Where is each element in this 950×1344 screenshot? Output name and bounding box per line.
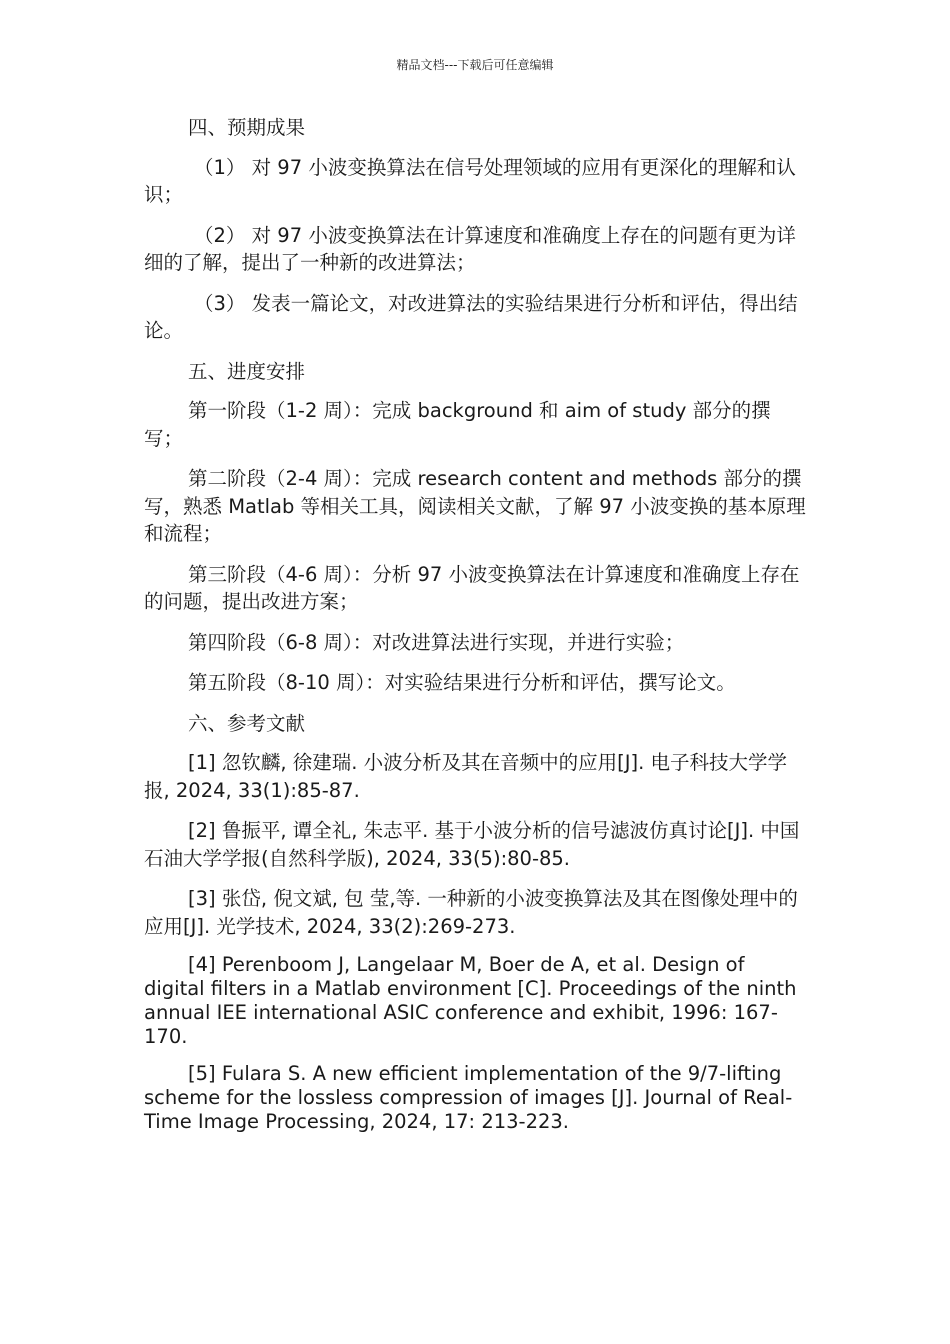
schedule-stage: 第三阶段（4-6 周）：分析 97 小波变换算法在计算速度和准确度上存在的问题，提出改进方案； — [144, 562, 800, 613]
document-body — [144, 114, 809, 1147]
expected-result-item: （3） 发表一篇论文，对改进算法的实验结果进行分析和评估，得出结论。 — [144, 291, 798, 342]
expected-result-item: （2） 对 97 小波变换算法在计算速度和准确度上存在的问题有更为详细的了解，提出了一种新的改进算法； — [144, 223, 796, 274]
section-heading-schedule: 五、进度安排 — [188, 359, 306, 383]
section-heading-references: 六、参考文献 — [188, 711, 306, 735]
schedule-stage: 第五阶段（8-10 周）：对实验结果进行分析和评估，撰写论文。 — [188, 671, 736, 694]
section-heading-expected-results: 四、预期成果 — [188, 116, 306, 139]
page-header: 精品文档---下载后可任意编辑 — [396, 58, 554, 72]
reference-item: [2] 鲁振平, 谭全礼, 朱志平. 基于小波分析的信号滤波仿真讨论[J]. 中国石油大学学报(自然科学版), 2024, 33(5):80-85. — [144, 819, 800, 870]
reference-item: [5] Fulara S. A new efficient implementation of the 9/7-lifting scheme for the lossless compression of images [J]. Journal of Real-Time Image Processing, 2024, 17: 213-223. — [144, 1062, 793, 1133]
reference-item: [1] 忽钦麟, 徐建瑞. 小波分析及其在音频中的应用[J]. 电子科技大学学报, 2024, 33(1):85-87. — [144, 751, 787, 802]
schedule-stage: 第一阶段（1-2 周）：完成 background 和 aim of study 部分的撰写； — [144, 399, 771, 450]
reference-item: [4] Perenboom J, Langelaar M, Boer de A, et al. Design of digital filters in a Matlab environment [C]. Proceedings of the ninth annual IEE international ASIC conference and exhibit, 1996: 167-170. — [144, 953, 797, 1048]
reference-item: [3] 张岱, 倪文斌, 包 莹,等. 一种新的小波变换算法及其在图像处理中的应用[J]. 光学技术, 2024, 33(2):269-273. — [144, 887, 798, 938]
schedule-stage: 第二阶段（2-4 周）：完成 research content and methods 部分的撰写，熟悉 Matlab 等相关工具，阅读相关文献，了解 97 小波变换的基本原理和流程； — [144, 467, 806, 545]
expected-result-item: （1） 对 97 小波变换算法在信号处理领域的应用有更深化的理解和认识； — [144, 155, 796, 206]
schedule-stage: 第四阶段（6-8 周）：对改进算法进行实现，并进行实验； — [188, 630, 685, 654]
